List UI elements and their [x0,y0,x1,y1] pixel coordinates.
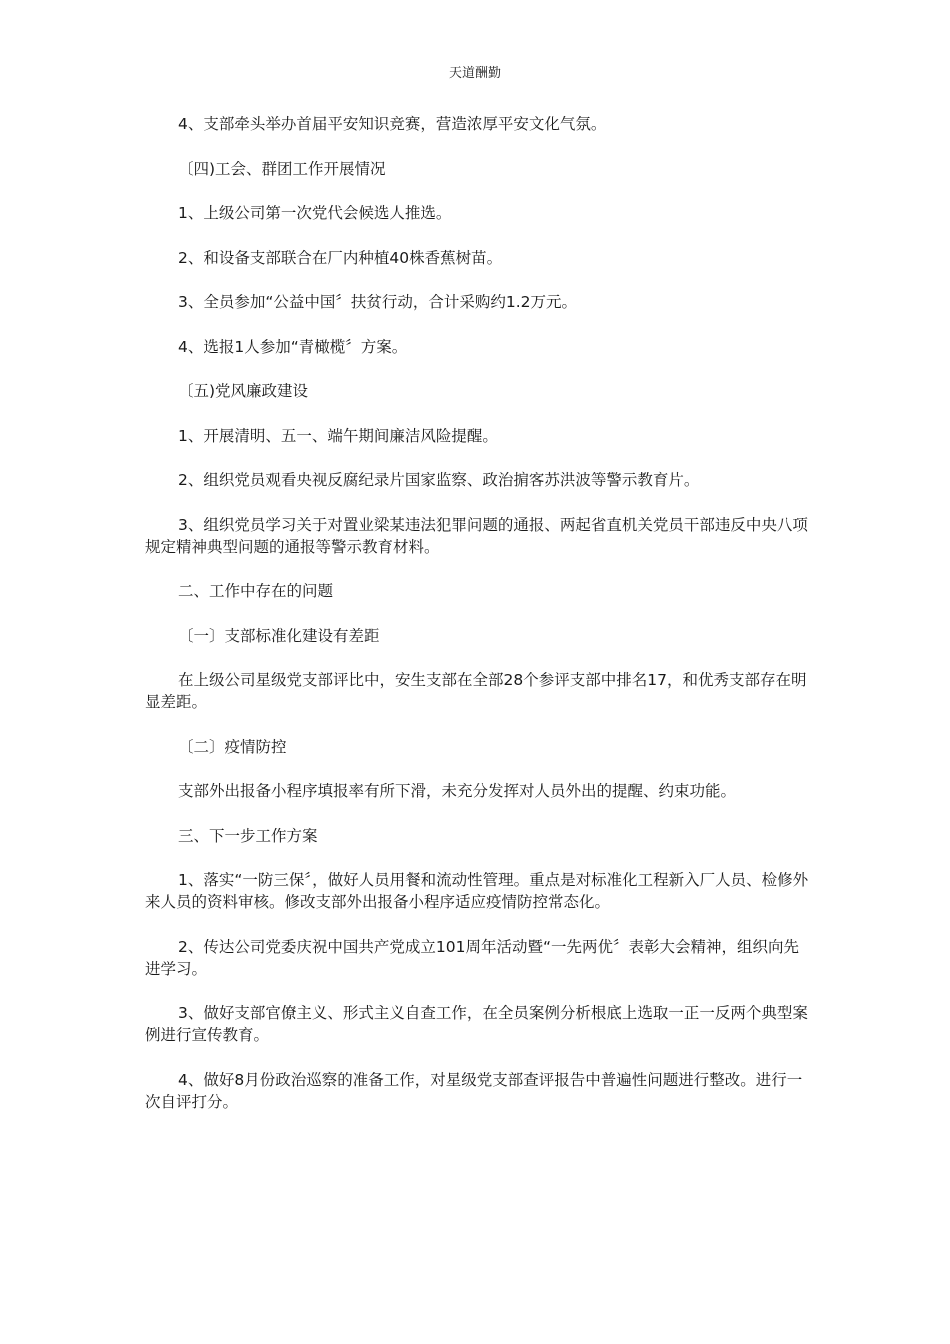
paragraph: 4、支部牵头举办首届平安知识竞赛，营造浓厚平安文化气氛。 [178,115,607,133]
paragraph: 在上级公司星级党支部评比中，安生支部在全部28个参评支部中排名17，和优秀支部存在明显差距。 [145,671,807,711]
paragraph: 3、组织党员学习关于对置业梁某违法犯罪问题的通报、两起省直机关党员干部违反中央八项规定精神典型问题的通报等警示教育材料。 [145,515,808,556]
section-heading: 〔五)党风廉政建设 [178,382,309,400]
paragraph: 3、做好支部官僚主义、形式主义自查工作，在全员案例分析根底上选取一正一反两个典型案例进行宣传教育。 [145,1004,808,1044]
paragraph: 1、上级公司第一次党代会候选人推选。 [178,204,452,222]
section-heading: 二、工作中存在的问题 [178,582,334,600]
paragraph: 4、选报1人参加“青橄榄〞方案。 [178,337,408,356]
document-body [145,113,810,1113]
paragraph: 1、落实“一防三保〞，做好人员用餐和流动性管理。重点是对标准化工程新入厂人员、检修外来人员的资料审核。修改支部外出报备小程序适应疫情防控常态化。 [145,871,809,911]
paragraph: 2、传达公司党委庆祝中国共产党成立101周年活动暨“一先两优〞表彰大会精神，组织向先进学习。 [145,937,799,978]
paragraph: 3、全员参加“公益中国〞扶贫行动，合计采购约1.2万元。 [178,293,578,311]
paragraph: 4、做好8月份政治巡察的准备工作，对星级党支部查评报告中普遍性问题进行整改。进行一次自评打分。 [145,1070,803,1111]
subsection-heading: 〔一〕支部标准化建设有差距 [178,626,380,645]
subsection-heading: 〔二〕疫情防控 [178,737,287,756]
paragraph: 2、和设备支部联合在厂内种植40株香蕉树苗。 [178,248,503,267]
section-heading: 〔四)工会、群团工作开展情况 [178,159,386,178]
page-header: 天道酬勤 [448,66,501,81]
paragraph: 2、组织党员观看央视反腐纪录片国家监察、政治掮客苏洪波等警示教育片。 [178,471,700,489]
section-heading: 三、下一步工作方案 [178,826,318,845]
paragraph: 1、开展清明、五一、端午期间廉洁风险提醒。 [178,426,498,445]
paragraph: 支部外出报备小程序填报率有所下滑，未充分发挥对人员外出的提醒、约束功能。 [178,782,737,800]
